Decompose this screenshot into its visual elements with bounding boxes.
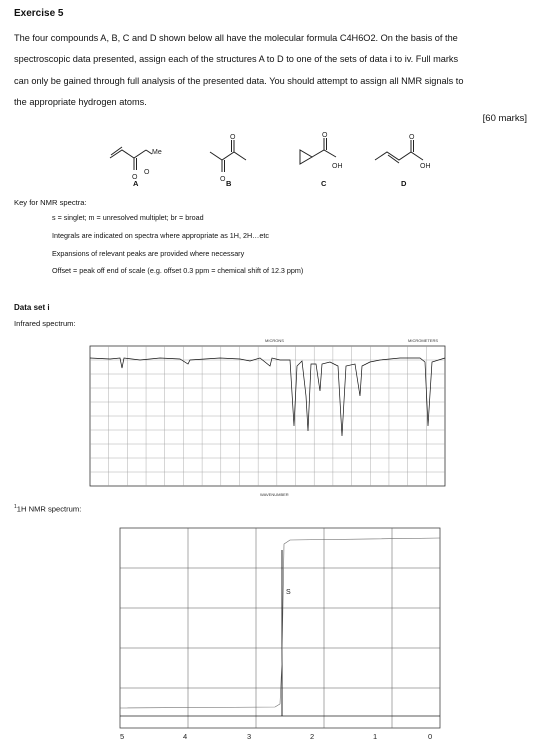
structure-a xyxy=(110,147,152,170)
structures-figure xyxy=(100,120,460,195)
key-line: Expansions of relevant peaks are provided where necessary xyxy=(52,249,245,258)
o-atom: O xyxy=(132,174,138,181)
dataset-title: Data set i xyxy=(14,303,50,312)
compound-label-c: C xyxy=(321,179,327,188)
o-atom: O xyxy=(220,176,226,183)
intro-line: the appropriate hydrogen atoms. xyxy=(14,97,147,108)
ir-spectrum xyxy=(80,336,460,504)
marks-label: [60 marks] xyxy=(482,113,527,124)
intro-paragraph xyxy=(14,28,526,114)
nmr-tick-label: 5 xyxy=(120,732,125,741)
key-line: Offset = peak off end of scale (e.g. offset 0.3 ppm = chemical shift of 12.3 ppm) xyxy=(52,266,304,275)
nmr-tick-label: 3 xyxy=(247,732,252,741)
nmr-tick-label: 1 xyxy=(373,732,378,741)
nmr-tick-label: 0 xyxy=(428,732,433,741)
structure-b xyxy=(210,140,246,172)
key-line: s = singlet; m = unresolved multiplet; br = broad xyxy=(52,213,204,222)
ir-x-label: WAVENUMBER xyxy=(260,492,289,497)
nmr-label: $^1$1H NMR spectrum: xyxy=(14,504,82,514)
intro-line: can only be gained through full analysis of the presented data. You should attempt to assign all NMR signals to xyxy=(14,75,464,86)
nmr-label-text: 1H NMR spectrum: xyxy=(16,504,82,514)
key-line: Integrals are indicated on spectra where appropriate as 1H, 2H…etc xyxy=(52,231,269,240)
me-label: Me xyxy=(152,149,162,156)
compound-label-b: B xyxy=(226,179,232,188)
o-atom: O xyxy=(144,169,150,176)
intro-line: spectroscopic data presented, assign each of the structures A to D to one of the sets of data i to iv. Full marks xyxy=(14,54,459,65)
ir-label: Infrared spectrum: xyxy=(14,319,76,328)
ir-top-label: MICRONS xyxy=(265,338,284,343)
oh-label: OH xyxy=(332,163,343,170)
structure-d xyxy=(375,140,423,163)
ir-top-right-label: MICROMETERS xyxy=(408,338,438,343)
nmr-key-title: Key for NMR spectra: xyxy=(14,198,87,207)
o-atom: O xyxy=(322,132,328,139)
o-atom: O xyxy=(230,134,236,141)
intro-line: The four compounds A, B, C and D shown below all have the molecular formula C4H6O2. On the basis of the xyxy=(14,33,458,43)
o-atom: O xyxy=(409,134,415,141)
nmr-tick-label: 4 xyxy=(183,732,188,741)
nmr-spectrum xyxy=(110,520,460,745)
nmr-peak-label: S xyxy=(286,589,291,596)
compound-label-a: A xyxy=(133,179,139,188)
structure-c xyxy=(300,138,336,164)
nmr-tick-label: 2 xyxy=(310,732,315,741)
exercise-title: Exercise 5 xyxy=(14,8,64,19)
oh-label: OH xyxy=(420,163,431,170)
compound-label-d: D xyxy=(401,179,407,188)
